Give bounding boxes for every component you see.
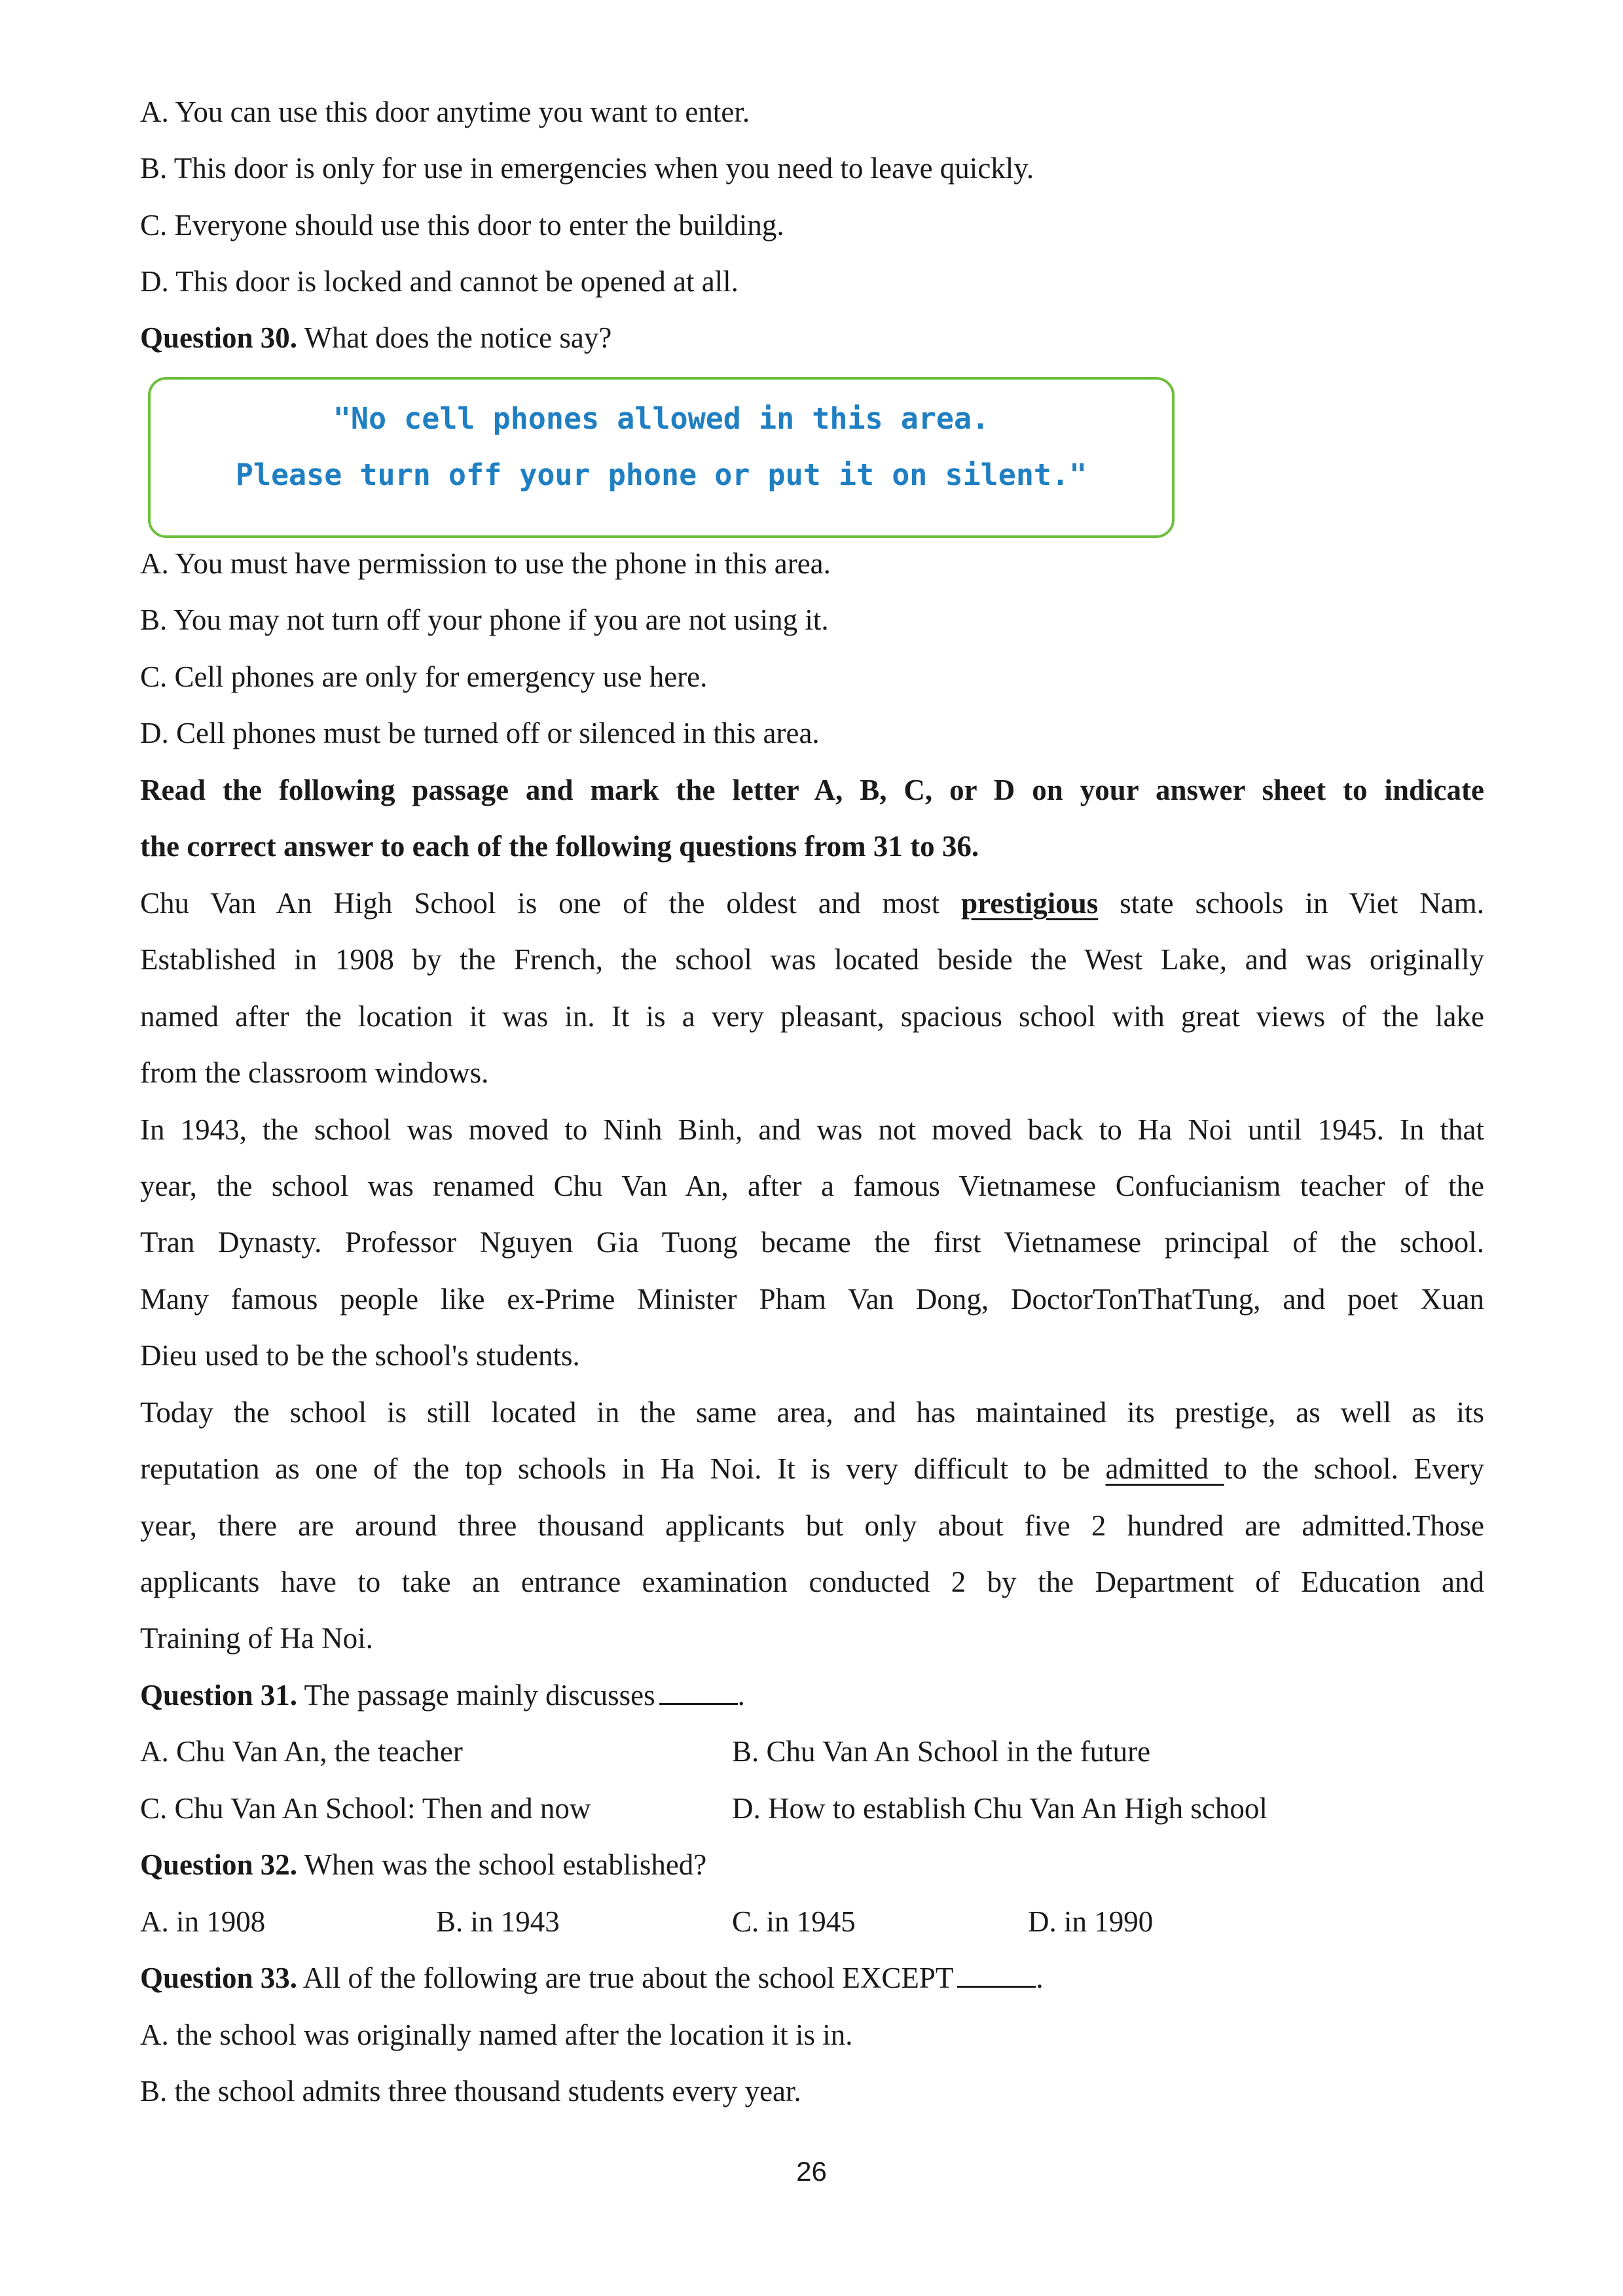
q31-option-c: C. Chu Van An School: Then and now bbox=[140, 1792, 591, 1825]
passage-line-9: Dieu used to be the school's students. bbox=[140, 1339, 580, 1372]
passage-line-1-pre: Chu Van An High School is one of the oldest and most bbox=[140, 887, 962, 920]
question-33 bbox=[140, 1950, 1484, 2006]
q31-option-b: B. Chu Van An School in the future bbox=[732, 1735, 1151, 1768]
passage-line-13: applicants have to take an entrance examination conducted 2 by the Department of Education and bbox=[140, 1566, 1484, 1598]
q30-option-d: D. Cell phones must be turned off or silenced in this area. bbox=[140, 717, 820, 749]
q29-option-d: D. This door is locked and cannot be opened at all. bbox=[140, 265, 739, 298]
q31-option-a: A. Chu Van An, the teacher bbox=[140, 1735, 463, 1768]
highlight-word-prestigious: prestigious bbox=[961, 887, 1099, 920]
q32-option-a: A. in 1908 bbox=[140, 1905, 266, 1938]
question-32-label: Question 32. bbox=[140, 1848, 298, 1881]
passage-line-12: year, there are around three thousand applicants but only about five 2 hundred are admitted.Those bbox=[140, 1509, 1484, 1542]
question-33-end: . bbox=[1036, 1962, 1044, 1994]
passage-line-3: named after the location it was in. It is a very pleasant, spacious school with great views of the lake bbox=[140, 1000, 1484, 1033]
instructions-line-1: Read the following passage and mark the letter A, B, C, or D on your answer sheet to indicate bbox=[140, 774, 1484, 806]
question-33-label: Question 33. bbox=[140, 1962, 298, 1994]
notice-line-2: Please turn off your phone or put it on silent." bbox=[235, 457, 1087, 492]
question-32 bbox=[140, 1837, 1484, 1893]
passage-line-10: Today the school is still located in the same area, and has maintained its prestige, as well as its bbox=[140, 1396, 1484, 1429]
passage-line-1 bbox=[140, 875, 1484, 931]
answer-blank bbox=[957, 1960, 1036, 1988]
passage-line-11-pre: reputation as one of the top schools in Ha Noi. It is very difficult to be bbox=[140, 1452, 1106, 1485]
q29-option-c: C. Everyone should use this door to enter the building. bbox=[140, 209, 784, 242]
passage-line-7: Tran Dynasty. Professor Nguyen Gia Tuong became the first Vietnamese principal of the school. bbox=[140, 1226, 1484, 1259]
question-31-label: Question 31. bbox=[140, 1679, 298, 1712]
passage-line-4: from the classroom windows. bbox=[140, 1056, 489, 1089]
question-32-text: When was the school established? bbox=[297, 1848, 707, 1881]
passage-line-6: year, the school was renamed Chu Van An, after a famous Vietnamese Confucianism teacher of the bbox=[140, 1170, 1484, 1202]
passage-line-8: Many famous people like ex-Prime Minister Pham Van Dong, DoctorTonThatTung, and poet Xuan bbox=[140, 1283, 1484, 1316]
q30-option-b: B. You may not turn off your phone if you are not using it. bbox=[140, 603, 829, 636]
notice-line-1: "No cell phones allowed in this area. bbox=[333, 401, 990, 436]
q32-option-b: B. in 1943 bbox=[436, 1905, 560, 1938]
answer-blank bbox=[659, 1677, 738, 1705]
notice-box bbox=[148, 377, 1175, 538]
passage-line-5: In 1943, the school was moved to Ninh Binh, and was not moved back to Ha Noi until 1945. In that bbox=[140, 1113, 1484, 1146]
passage-line-11-post: to the school. Every bbox=[1224, 1452, 1484, 1485]
passage-line-14: Training of Ha Noi. bbox=[140, 1622, 373, 1655]
passage-line-1-post: state schools in Viet Nam. bbox=[1098, 887, 1484, 920]
q32-option-d: D. in 1990 bbox=[1028, 1905, 1154, 1938]
question-31-text: The passage mainly discusses bbox=[297, 1679, 655, 1712]
question-30 bbox=[140, 310, 1484, 366]
question-33-text: All of the following are true about the school EXCEPT bbox=[297, 1962, 954, 1994]
q29-option-b: B. This door is only for use in emergencies when you need to leave quickly. bbox=[140, 152, 1034, 185]
passage-line-2: Established in 1908 by the French, the school was located beside the West Lake, and was originally bbox=[140, 943, 1484, 976]
page-number: 26 bbox=[796, 2156, 827, 2187]
question-31 bbox=[140, 1667, 1484, 1723]
q33-option-b: B. the school admits three thousand students every year. bbox=[140, 2075, 801, 2108]
q30-option-a: A. You must have permission to use the phone in this area. bbox=[140, 547, 831, 580]
q30-option-c: C. Cell phones are only for emergency use here. bbox=[140, 660, 708, 693]
passage-line-11 bbox=[140, 1441, 1484, 1497]
highlight-word-admitted: admitted bbox=[1105, 1452, 1224, 1485]
q29-option-a: A. You can use this door anytime you want to enter. bbox=[140, 96, 750, 128]
question-30-text: What does the notice say? bbox=[297, 321, 612, 354]
q33-option-a: A. the school was originally named after the location it is in. bbox=[140, 2018, 853, 2051]
question-31-end: . bbox=[737, 1679, 745, 1712]
q31-option-d: D. How to establish Chu Van An High school bbox=[732, 1792, 1267, 1825]
question-30-label: Question 30. bbox=[140, 321, 298, 354]
q32-option-c: C. in 1945 bbox=[732, 1905, 856, 1938]
instructions-line-2: the correct answer to each of the following questions from 31 to 36. bbox=[140, 830, 979, 863]
